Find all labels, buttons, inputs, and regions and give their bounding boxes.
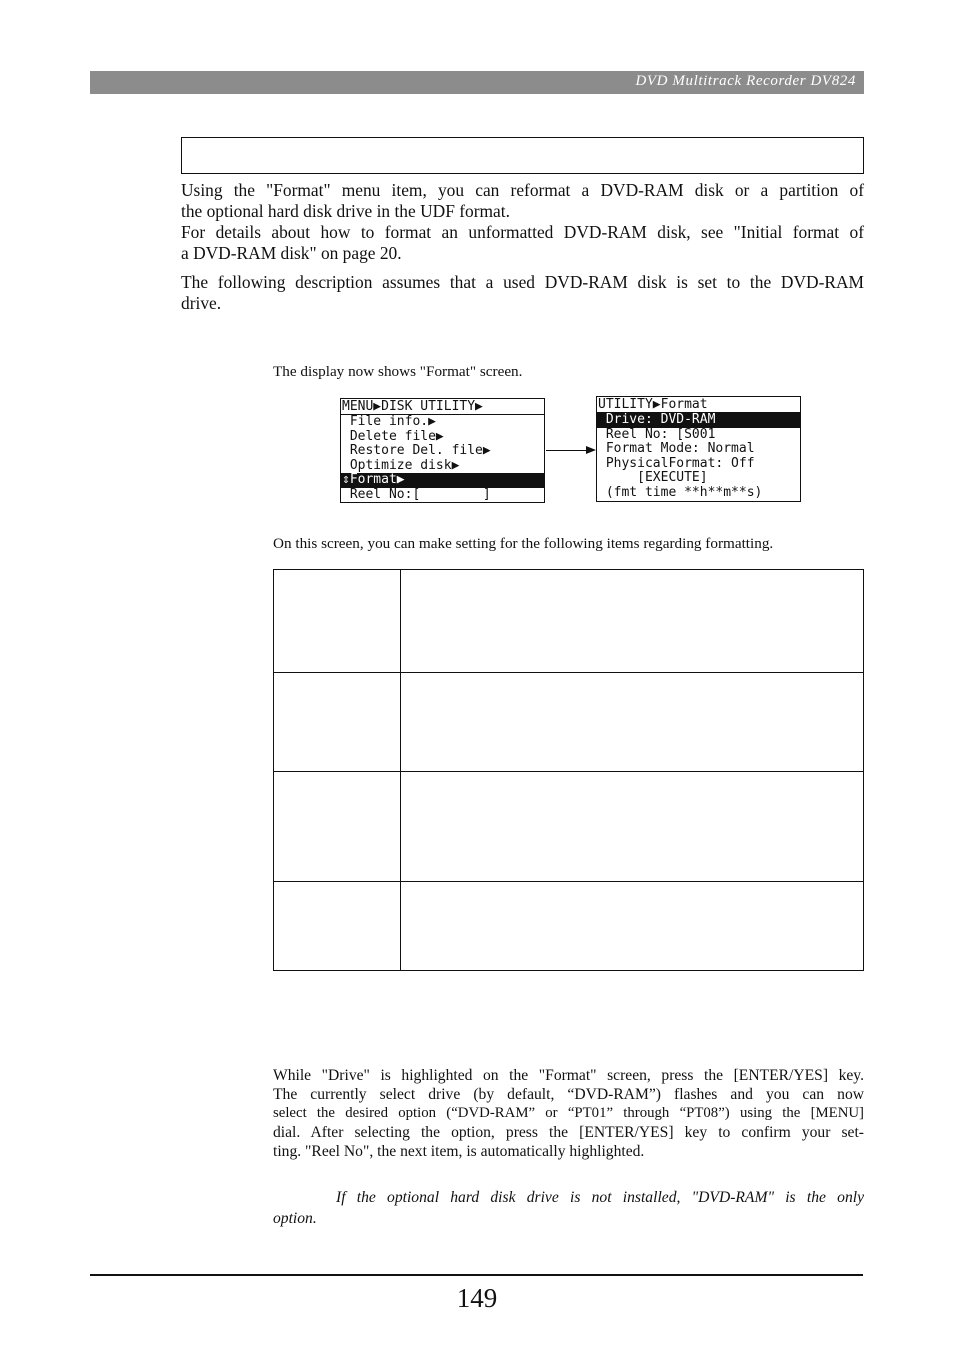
drive-section-paragraph — [273, 1066, 864, 1161]
arrow-right-icon — [586, 446, 596, 454]
lcd-format-row: Format Mode: Normal — [598, 441, 755, 456]
text-line: If the optional hard disk drive is not installed, "DVD-RAM" is the only — [336, 1189, 864, 1206]
settings-caption: On this screen, you can make setting for the following items regarding formatting. — [273, 535, 774, 552]
display-caption: The display now shows "Format" screen. — [273, 363, 523, 380]
text-line: dial. After selecting the option, press the [ENTER/YES] key to confirm your set- — [273, 1124, 864, 1141]
table-row-divider — [274, 881, 863, 882]
lcd-format-row: [EXECUTE] — [598, 470, 708, 485]
text-line: The currently select drive (by default, “DVD-RAM”) flashes and you can now — [273, 1086, 864, 1103]
text-line: a DVD-RAM disk" on page 20. — [181, 243, 402, 263]
footer-rule — [90, 1274, 863, 1276]
text-line: The following description assumes that a used DVD-RAM disk is set to the DVD-RAM — [181, 272, 864, 292]
lcd-menu-row: Delete file▶ — [342, 428, 444, 444]
text-line: Using the "Format" menu item, you can reformat a DVD-RAM disk or a partition of — [181, 180, 864, 200]
text-line: ting. "Reel No", the next item, is automatically highlighted. — [273, 1143, 645, 1160]
lcd-format-row: Reel No: [S001 — [598, 426, 716, 442]
lcd-disk-utility-menu — [340, 398, 545, 503]
table-row-divider — [274, 771, 863, 772]
lcd-menu-title: MENU▶DISK UTILITY▶ — [341, 399, 544, 415]
text-line: option. — [273, 1210, 317, 1227]
table-column-divider — [400, 570, 401, 970]
intro-paragraph-1 — [181, 180, 864, 264]
lcd-format-row: PhysicalFormat: Off — [598, 455, 755, 471]
lcd-menu-row: Reel No:[ ] — [342, 486, 491, 502]
arrow-line — [546, 450, 590, 451]
header-bar — [90, 71, 864, 94]
text-line: While "Drive" is highlighted on the "Format" screen, press the [ENTER/YES] key. — [273, 1067, 864, 1084]
intro-paragraph-2 — [181, 272, 864, 314]
lcd-menu-row-selected: ⇕Format▶ — [341, 473, 544, 488]
text-line: the optional hard disk drive in the UDF format. — [181, 201, 510, 221]
lcd-menu-row: Optimize disk▶ — [342, 457, 460, 473]
lcd-format-row-selected: Drive: DVD-RAM — [597, 413, 800, 428]
lcd-format-row: (fmt time **h**m**s) — [598, 484, 763, 500]
table-row-divider — [274, 672, 863, 673]
text-line: drive. — [181, 293, 222, 313]
lcd-format-screen — [596, 396, 801, 502]
header-title: DVD Multitrack Recorder DV824 — [635, 73, 856, 89]
lcd-format-title: UTILITY▶Format — [597, 397, 800, 413]
page-number: 149 — [456, 1283, 498, 1313]
section-title-box — [181, 137, 864, 174]
text-line: select the desired option (“DVD-RAM” or “PT01” through “PT08”) using the [MENU] — [273, 1105, 864, 1121]
lcd-menu-row: File info.▶ — [342, 414, 436, 429]
note-paragraph — [273, 1187, 864, 1229]
text-line: For details about how to format an unformatted DVD-RAM disk, see "Initial format of — [181, 222, 864, 242]
format-options-table — [273, 569, 864, 971]
lcd-menu-row: Restore Del. file▶ — [342, 443, 491, 458]
